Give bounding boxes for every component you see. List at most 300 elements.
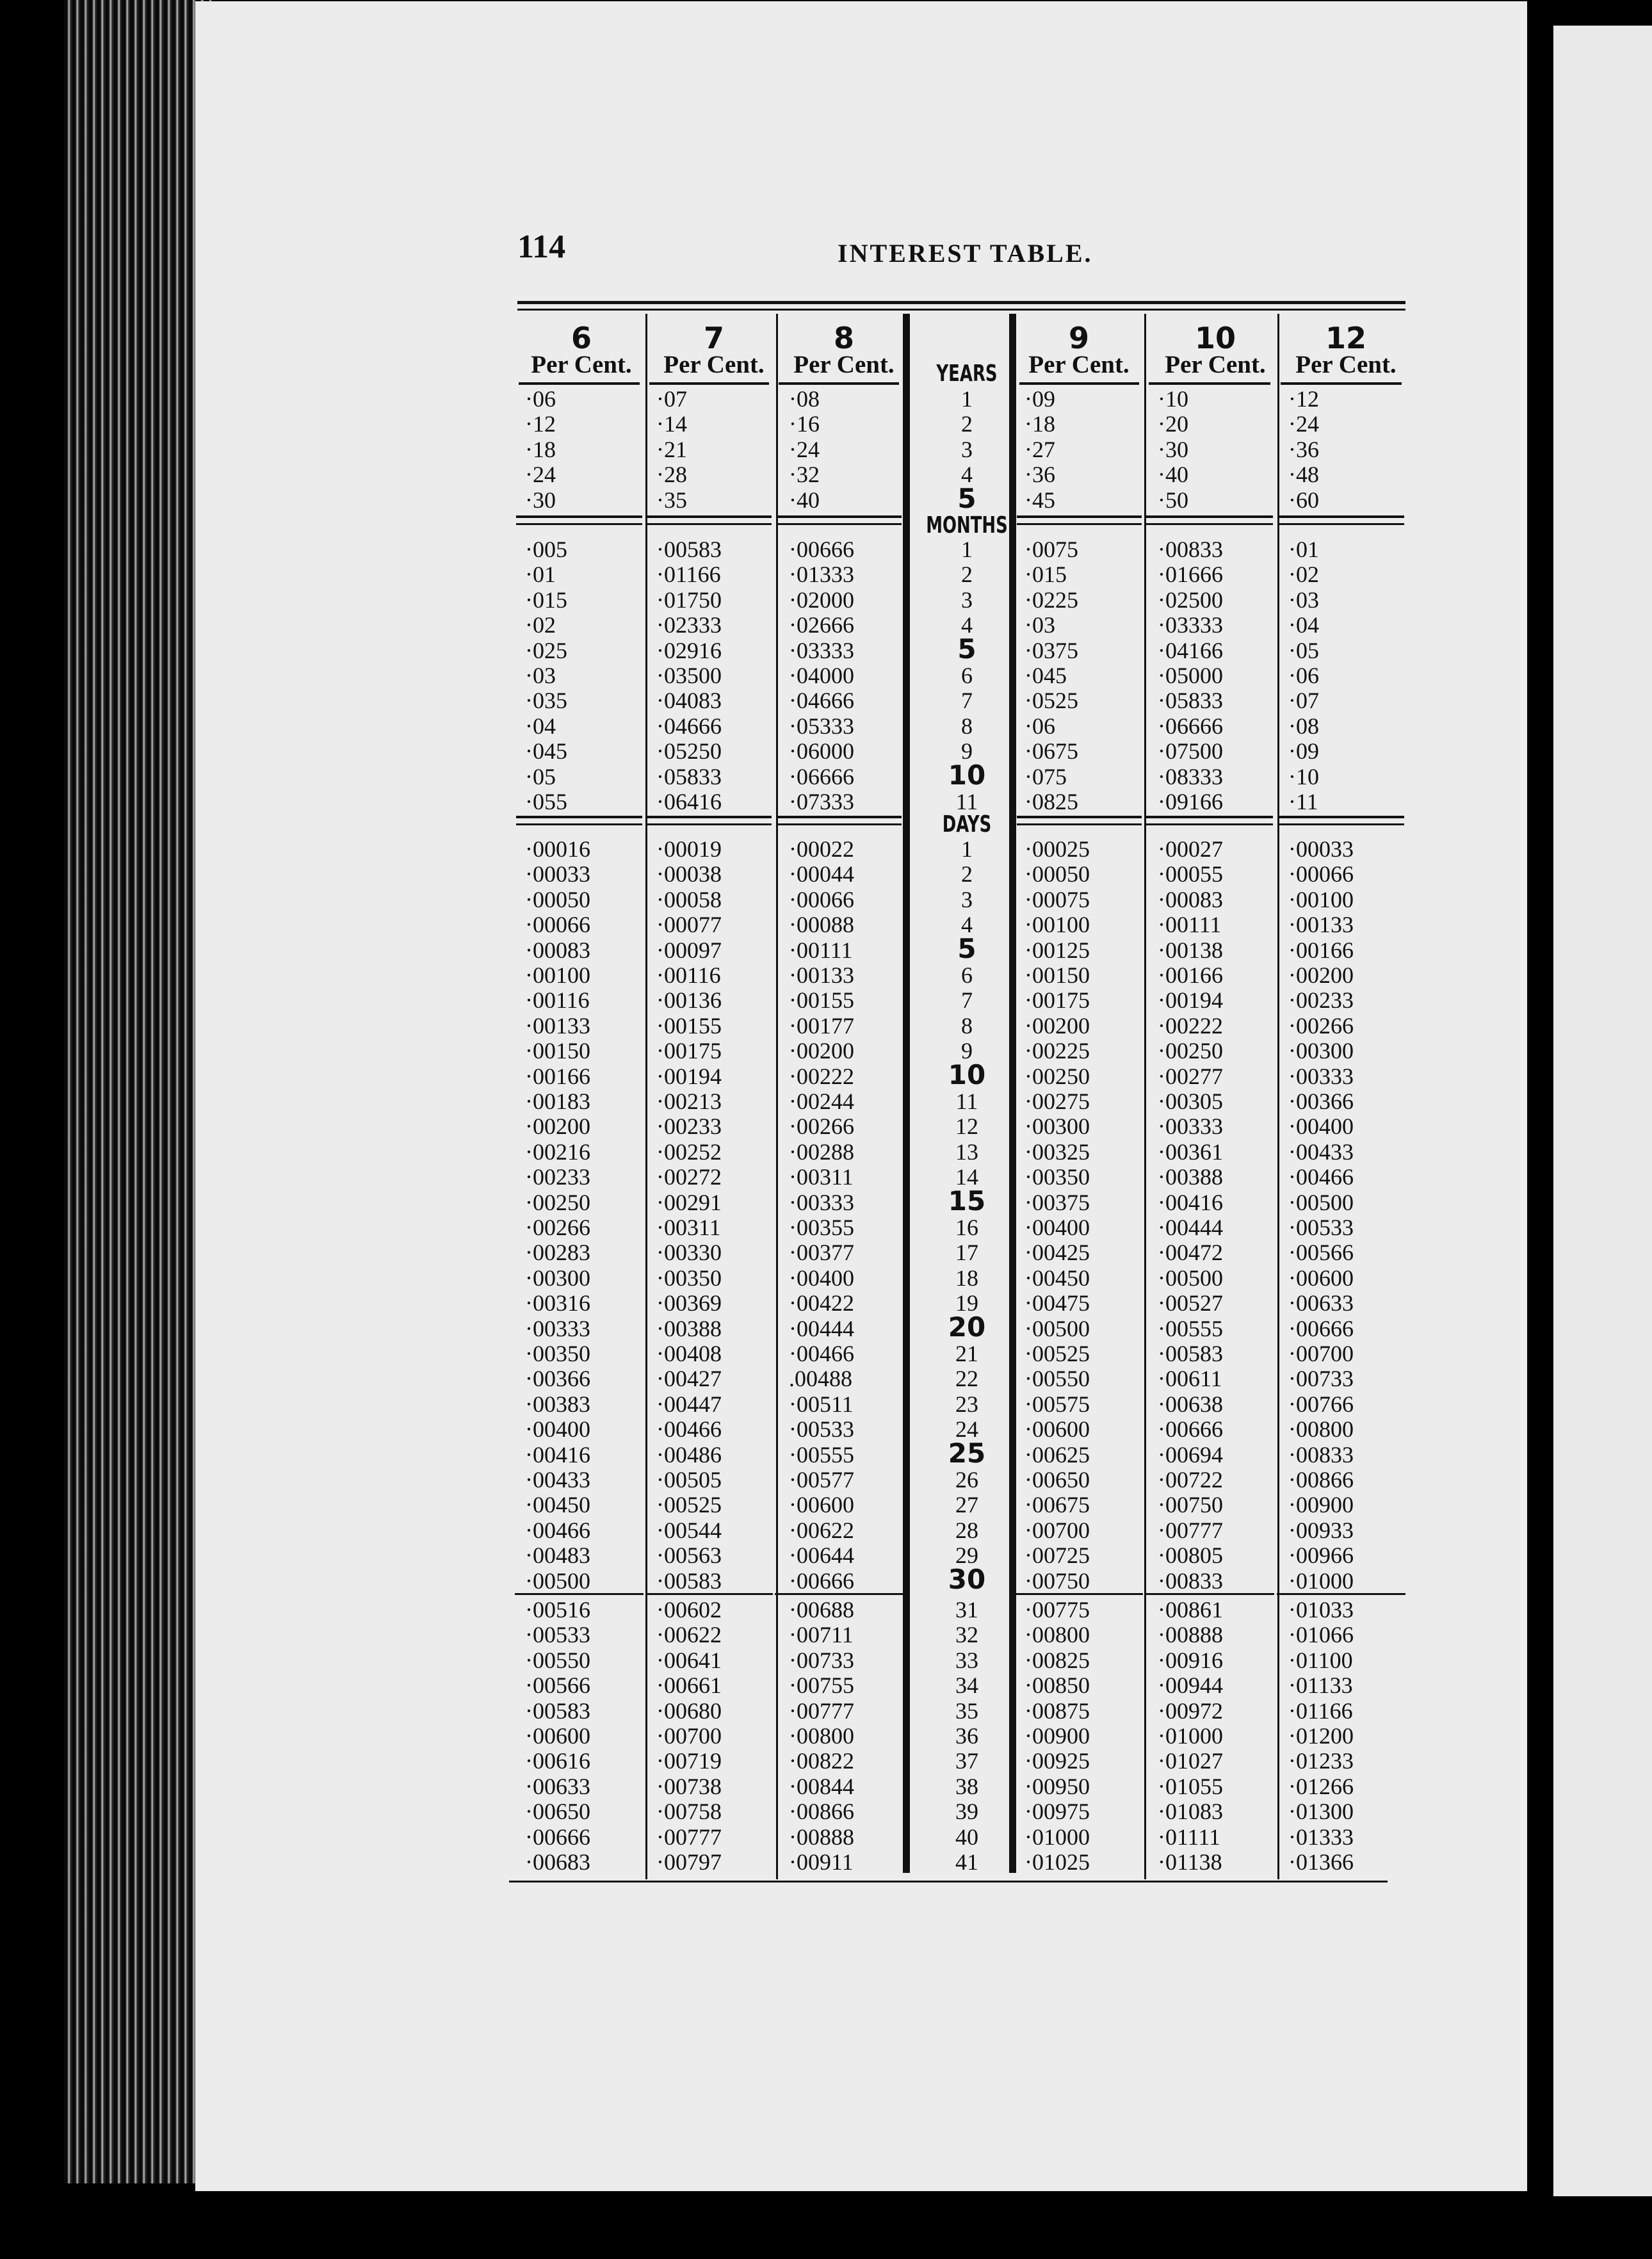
period-number: 28 [955,1517,978,1543]
table-cell: ·10 [1288,763,1319,789]
rate-value: 9 [1068,321,1089,355]
table-cell: ·00325 [1024,1138,1090,1165]
period-number: 15 [948,1185,986,1217]
table-cell: ·00111 [1158,912,1222,938]
section-rule [647,523,772,525]
table-cell: ·00447 [656,1391,722,1417]
period-number: 12 [955,1113,978,1140]
table-cell: ·00700 [656,1723,722,1749]
section-rule [516,523,642,525]
page-title: INTEREST TABLE. [838,239,1093,268]
section-rule [1278,515,1404,518]
book-spine [64,0,211,2183]
table-cell: ·04 [525,713,556,739]
table-cell: ·01000 [1158,1723,1223,1749]
rate-value: 7 [703,321,724,355]
table-cell: ·00925 [1024,1748,1090,1774]
table-cell: ·00566 [525,1672,590,1699]
table-cell: ·24 [525,462,556,488]
table-cell: ·00900 [1288,1492,1354,1518]
table-cell: ·00661 [656,1672,722,1699]
table-cell: ·01000 [1024,1824,1090,1850]
table-cell: ·07333 [789,789,854,814]
table-cell: ·07 [1288,688,1319,714]
table-cell: ·00233 [1288,987,1354,1014]
period-number: 16 [955,1215,978,1240]
rate-value: 8 [833,321,854,355]
rate-value: 10 [1194,321,1236,355]
section-rule [647,823,772,825]
table-cell: ·00116 [656,962,721,988]
table-cell: ·00450 [525,1492,590,1518]
table-cell: ·02 [1288,562,1319,588]
table-cell: ·00950 [1024,1773,1090,1799]
column-divider [645,314,647,1879]
table-cell: ·04666 [789,688,854,714]
table-cell: ·0525 [1024,688,1078,714]
table-cell: ·00711 [789,1622,854,1648]
header-underline [1149,382,1270,385]
table-cell: ·35 [656,487,687,513]
table-cell: ·50 [1158,487,1188,513]
table-cell: ·00644 [789,1542,854,1569]
column-header-6-per-cent [514,321,649,379]
table-cell: ·05 [525,763,556,789]
table-cell: ·00275 [1024,1089,1090,1114]
header-underline [519,382,640,385]
table-cell: ·00111 [789,937,853,963]
table-cell: ·01 [1288,537,1319,562]
table-cell: ·00972 [1158,1697,1223,1724]
period-number: 1 [961,836,973,862]
table-cell: ·00366 [1288,1089,1354,1114]
rate-value: 6 [571,321,592,355]
section-label-months: MONTHS [926,512,1008,538]
period-number: 40 [955,1824,978,1850]
table-cell: ·00822 [789,1748,854,1774]
table-cell: ·01083 [1158,1799,1223,1825]
table-cell: ·0375 [1024,637,1078,663]
table-cell: ·0075 [1024,537,1078,562]
table-cell: ·00055 [1158,861,1223,887]
page-number: 114 [517,229,566,265]
section-rule [776,523,902,525]
table-cell: ·00025 [1024,836,1090,862]
period-number: 19 [955,1290,978,1316]
table-cell: ·00975 [1024,1799,1090,1825]
table-cell: ·00225 [1024,1038,1090,1064]
table-cell: ·01333 [789,562,854,588]
table-cell: ·02666 [789,612,854,638]
table-cell: ·06 [1024,713,1055,739]
table-cell: ·00625 [1024,1441,1090,1468]
period-number: 20 [948,1311,986,1343]
table-cell: ·05000 [1158,663,1223,688]
table-cell: ·045 [525,738,567,765]
table-cell: ·00666 [1288,1315,1354,1341]
table-cell: ·00044 [789,861,854,887]
table-cell: ·00750 [1158,1492,1223,1518]
table-cell: ·05833 [656,763,722,789]
table-cell: ·00833 [1158,1567,1223,1594]
table-cell: ·45 [1024,487,1055,513]
table-cell: ·00316 [525,1290,590,1316]
table-cell: ·00194 [1158,987,1223,1014]
table-cell: ·00175 [656,1038,722,1064]
table-cell: ·00966 [1288,1542,1354,1569]
period-number: 11 [955,789,978,814]
column-header-7-per-cent [647,321,781,379]
period-number: 31 [955,1597,978,1623]
section-rule [1146,515,1273,518]
table-cell: ·00427 [656,1366,722,1392]
period-number: 22 [955,1366,978,1392]
table-cell: ·00466 [1288,1164,1354,1190]
period-number: 6 [961,663,973,688]
table-cell: ·00766 [1288,1391,1354,1417]
period-number: 1 [961,537,973,562]
section-rule [1017,816,1142,818]
table-cell: ·00300 [525,1265,590,1291]
table-cell: ·00250 [1158,1038,1223,1064]
table-cell: ·03 [525,663,556,688]
table-cell: ·12 [525,411,556,437]
table-cell: ·00733 [789,1647,854,1673]
table-cell: ·00425 [1024,1240,1090,1266]
table-cell: ·00755 [789,1672,854,1699]
table-cell: ·00361 [1158,1138,1223,1165]
table-cell: ·00133 [1288,912,1354,938]
table-cell: ·00400 [789,1265,854,1291]
table-cell: ·30 [525,487,556,513]
table-cell: ·00300 [1288,1038,1354,1064]
table-cell: ·01 [525,562,556,588]
section-label-days: DAYS [942,811,992,838]
table-cell: ·00350 [525,1341,590,1366]
table-cell: ·00833 [1288,1441,1354,1468]
table-cell: ·00583 [525,1697,590,1724]
table-cell: ·05250 [656,738,722,765]
table-cell: ·00688 [789,1597,854,1623]
period-number: 21 [955,1341,978,1366]
table-cell: ·075 [1024,763,1067,789]
period-number: 11 [955,1089,978,1114]
table-cell: ·00016 [525,836,590,862]
table-cell: ·24 [789,436,820,462]
period-number: 6 [961,962,973,988]
table-cell: ·28 [656,462,687,488]
bottom-rule [509,1881,1388,1882]
table-cell: ·00100 [525,962,590,988]
table-cell: ·27 [1024,436,1055,462]
period-number: 32 [955,1622,978,1648]
table-cell: ·02500 [1158,587,1223,613]
table-cell: ·00138 [1158,937,1223,963]
table-cell: ·00666 [789,537,854,562]
section-rule [647,515,772,518]
table-cell: ·00719 [656,1748,722,1774]
table-cell: ·00500 [525,1567,590,1594]
table-cell: ·00516 [525,1597,590,1623]
table-cell: ·03500 [656,663,722,688]
table-cell: ·00525 [1024,1341,1090,1366]
table-cell: ·04083 [656,688,722,714]
center-divider-right [1009,314,1016,1873]
table-cell: ·08 [789,386,820,412]
top-rule [517,301,1405,304]
section-rule [1146,816,1273,818]
table-cell: ·00722 [1158,1467,1223,1493]
table-cell: ·00333 [789,1189,854,1215]
table-cell: ·00333 [525,1315,590,1341]
period-number: 3 [961,436,973,462]
table-cell: ·00500 [1288,1189,1354,1215]
per-cent-label: Per Cent. [1028,351,1130,378]
period-number: 29 [955,1542,978,1569]
table-cell: ·00083 [1158,886,1223,912]
table-cell: ·01066 [1288,1622,1354,1648]
table-cell: ·06000 [789,738,854,765]
table-cell: ·00383 [525,1391,590,1417]
table-cell: ·00291 [656,1189,722,1215]
table-cell: ·015 [525,587,567,613]
period-number: 37 [955,1748,978,1774]
table-cell: ·00861 [1158,1597,1223,1623]
column-divider [776,314,778,1879]
table-cell: ·00866 [1288,1467,1354,1493]
table-cell: ·03333 [1158,612,1223,638]
section-rule [1017,823,1142,825]
period-number: 27 [955,1492,978,1518]
table-cell: ·01233 [1288,1748,1354,1774]
per-cent-label: Per Cent. [1295,351,1397,378]
table-cell: ·60 [1288,487,1319,513]
table-cell: ·24 [1288,411,1319,437]
table-cell: ·00511 [789,1391,854,1417]
period-number: 34 [955,1672,978,1699]
table-cell: ·00666 [525,1824,590,1850]
table-cell: ·01133 [1288,1672,1353,1699]
period-number: 30 [948,1563,986,1595]
header-underline [779,382,899,385]
table-cell: ·00019 [656,836,722,862]
table-cell: ·00400 [1024,1215,1090,1240]
table-cell: ·00250 [525,1189,590,1215]
period-number: 24 [955,1416,978,1443]
table-cell: ·00775 [1024,1597,1090,1623]
table-cell: ·00875 [1024,1697,1090,1724]
table-cell: ·00272 [656,1164,722,1190]
period-number: 36 [955,1723,978,1749]
table-cell: ·00505 [656,1467,722,1493]
table-cell: ·00544 [656,1517,722,1543]
period-number: 25 [948,1437,986,1469]
table-cell: ·00333 [1158,1113,1223,1140]
table-cell: ·00222 [1158,1012,1223,1039]
period-number: 4 [961,612,973,638]
table-cell: ·00388 [656,1315,722,1341]
period-number: 7 [961,987,973,1014]
table-cell: ·00233 [525,1164,590,1190]
table-cell: ·00600 [789,1492,854,1518]
table-cell: ·00911 [789,1849,854,1875]
table-cell: ·00738 [656,1773,722,1799]
table-cell: ·00183 [525,1089,590,1114]
period-number: 3 [961,886,973,912]
table-cell: ·00050 [525,886,590,912]
table-cell: ·04000 [789,663,854,688]
table-cell: ·00833 [1158,537,1223,562]
table-cell: ·00444 [789,1315,854,1341]
table-cell: ·00300 [1024,1113,1090,1140]
table-cell: ·00097 [656,937,722,963]
table-cell: ·16 [789,411,820,437]
table-cell: ·00200 [789,1038,854,1064]
table-cell: ·00666 [1158,1416,1223,1443]
facing-page-edge [1553,26,1652,2196]
table-cell: ·00066 [789,886,854,912]
table-cell: ·00622 [656,1622,722,1648]
header-underline [1281,382,1402,385]
table-cell: ·00150 [1024,962,1090,988]
table-cell: ·00777 [789,1697,854,1724]
table-cell: ·00022 [789,836,854,862]
table-cell: ·18 [1024,411,1055,437]
table-cell: ·00700 [1024,1517,1090,1543]
period-number: 9 [961,738,973,765]
table-cell: ·055 [525,789,567,814]
table-cell: ·045 [1024,663,1067,688]
table-cell: ·00433 [1288,1138,1354,1165]
period-number: 14 [955,1164,978,1190]
period-number: 10 [948,1058,986,1090]
per-cent-label: Per Cent. [793,351,895,378]
period-number: 38 [955,1773,978,1799]
column-divider [1144,314,1146,1879]
table-cell: ·00800 [1288,1416,1354,1443]
table-cell: ·00600 [1288,1265,1354,1291]
table-cell: ·00416 [525,1441,590,1468]
table-cell: ·00400 [525,1416,590,1443]
table-cell: ·03 [1288,587,1319,613]
period-number: 23 [955,1391,978,1417]
table-cell: ·40 [1158,462,1188,488]
table-cell: ·01138 [1158,1849,1222,1875]
table-cell: ·05 [1288,637,1319,663]
table-cell: ·18 [525,436,556,462]
period-number: 2 [961,562,973,588]
table-cell: ·11 [1288,789,1318,814]
table-cell: ·08 [1288,713,1319,739]
period-number: 39 [955,1799,978,1825]
table-cell: ·06666 [789,763,854,789]
table-cell: ·00680 [656,1697,722,1724]
rate-value: 12 [1325,321,1366,355]
table-cell: ·00266 [1288,1012,1354,1039]
table-cell: ·00944 [1158,1672,1223,1699]
table-cell: ·005 [525,537,567,562]
table-cell: ·00483 [525,1542,590,1569]
table-cell: ·07500 [1158,738,1223,765]
table-cell: ·00133 [789,962,854,988]
table-cell: ·00527 [1158,1290,1223,1316]
table-cell: ·00550 [525,1647,590,1673]
period-number: 9 [961,1038,973,1064]
table-cell: ·00500 [1024,1315,1090,1341]
table-cell: ·00583 [1158,1341,1223,1366]
table-cell: ·02333 [656,612,722,638]
period-number: 5 [957,932,976,964]
table-cell: ·01200 [1288,1723,1354,1749]
table-cell: ·00033 [525,861,590,887]
section-rule [776,515,902,518]
table-cell: ·00563 [656,1542,722,1569]
period-number: 8 [961,1012,973,1039]
table-cell: ·01300 [1288,1799,1354,1825]
table-cell: ·00633 [1288,1290,1354,1316]
table-cell: ·01033 [1288,1597,1354,1623]
table-cell: ·00133 [525,1012,590,1039]
period-number: 4 [961,462,973,488]
per-cent-label: Per Cent. [663,351,765,378]
table-cell: ·00216 [525,1138,590,1165]
table-cell: ·00888 [1158,1622,1223,1648]
table-cell: ·01750 [656,587,722,613]
period-number: 13 [955,1138,978,1165]
table-cell: ·00472 [1158,1240,1223,1266]
table-cell: ·00088 [789,912,854,938]
table-cell: ·00641 [656,1647,722,1673]
table-cell: ·04666 [656,713,722,739]
section-rule [516,816,642,818]
table-cell: ·09 [1024,386,1055,412]
table-cell: ·015 [1024,562,1067,588]
table-cell: ·06 [1288,663,1319,688]
column-header-12-per-cent [1279,321,1413,379]
table-cell: ·00233 [656,1113,722,1140]
table-cell: ·00244 [789,1089,854,1114]
table-cell: ·09 [1288,738,1319,765]
table-cell: ·00038 [656,861,722,887]
period-number: 8 [961,713,973,739]
column-header-10-per-cent [1148,321,1283,379]
per-cent-label: Per Cent. [1165,351,1266,378]
table-cell: ·00355 [789,1215,854,1240]
table-cell: ·00175 [1024,987,1090,1014]
table-cell: ·00177 [789,1012,854,1039]
table-cell: ·00805 [1158,1542,1223,1569]
table-cell: ·01333 [1288,1824,1354,1850]
table-cell: ·0825 [1024,789,1078,814]
table-cell: ·00252 [656,1138,722,1165]
table-cell: ·00222 [789,1063,854,1089]
table-cell: ·04 [1288,612,1319,638]
table-cell: ·04166 [1158,637,1223,663]
table-cell: ·00333 [1288,1063,1354,1089]
table-cell: ·00533 [525,1622,590,1648]
table-cell: ·00633 [525,1773,590,1799]
table-cell: ·00583 [656,537,722,562]
table-cell: ·00377 [789,1240,854,1266]
table-cell: ·00916 [1158,1647,1223,1673]
period-number: 5 [957,633,976,665]
table-cell: ·00602 [656,1597,722,1623]
table-cell: ·01266 [1288,1773,1354,1799]
table-cell: ·00100 [1024,912,1090,938]
top-rule [517,309,1405,311]
period-number: 33 [955,1647,978,1673]
table-cell: ·00725 [1024,1542,1090,1569]
